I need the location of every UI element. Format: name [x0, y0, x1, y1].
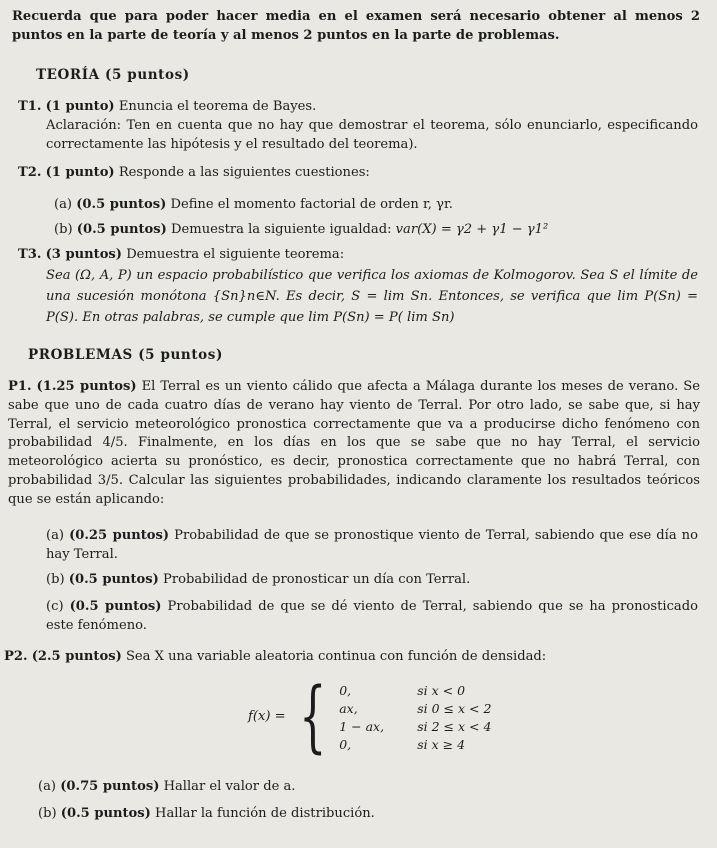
- t1-text: Enuncia el teorema de Bayes.: [118, 99, 317, 114]
- t2-item-a: [54, 196, 694, 215]
- t2-points: (1 punto): [45, 165, 115, 180]
- density-function: [248, 672, 527, 762]
- case-condition: si x ≥ 4: [417, 736, 466, 752]
- case-condition: si 2 ≤ x < 4: [417, 718, 492, 734]
- t2b-points: (0.5 puntos): [76, 222, 167, 237]
- p2b-points: (0.5 puntos): [60, 806, 151, 821]
- problem-p1: [8, 378, 700, 510]
- question-t1: [18, 98, 698, 117]
- case-expr: 0,: [339, 736, 352, 752]
- p1c-label: (c): [46, 599, 64, 614]
- p1a-text: Probabilidad de que se pronostique viento de Terral, sabiendo que ese día no hay Terral.: [46, 528, 698, 562]
- t2-text: Responde a las siguientes cuestiones:: [118, 165, 370, 180]
- problem-p2: [4, 648, 700, 667]
- p2b-label: (b): [38, 806, 57, 821]
- p1-item-a: [46, 527, 698, 565]
- p2-points: (2.5 puntos): [31, 649, 122, 664]
- p1-number: P1.: [8, 379, 32, 394]
- density-lhs: f(x) =: [248, 708, 286, 724]
- case-condition: si x < 0: [417, 682, 466, 698]
- left-brace-symbol: {: [298, 672, 327, 762]
- p1-item-b: [46, 571, 698, 590]
- p2-number: P2.: [4, 649, 28, 664]
- p2-item-a: [38, 778, 698, 797]
- p2b-text: Hallar la función de distribución.: [155, 806, 375, 821]
- t1-number: T1.: [18, 99, 42, 114]
- p1-item-c: [46, 598, 698, 636]
- t3-points: (3 puntos): [45, 247, 123, 262]
- p1b-text: Probabilidad de pronosticar un día con Terral.: [163, 572, 471, 587]
- t1-note: Aclaración: Ten en cuenta que no hay que demostrar el teorema, sólo enunciarlo, especificando correctamente las hipótesis y el resultado del teorema).: [46, 118, 698, 152]
- p1-text: El Terral es un viento cálido que afecta a Málaga durante los meses de verano. Se sabe que uno de cada cuatro días de verano hay viento de Terral. Por otro lado, se sabe que, si hay Terral, el servicio meteorológico pronostica correctamente que va a producirse dicho fenómeno con probabilidad 4/5. Finalmente, en los días en los que se sabe que no hay Terral, el servicio meteorológico acierta su pronóstico, es decir, pronostica correctamente que no habrá Terral, con probabilidad 3/5. Calcular las siguientes probabilidades, indicando claramente los resultados teóricos que se están aplicando:: [8, 379, 700, 507]
- case-expr: 0,: [339, 682, 352, 698]
- t2a-label: (a): [54, 197, 73, 212]
- theory-heading: TEORÍA (5 puntos): [36, 67, 190, 83]
- t2b-label: (b): [54, 222, 73, 237]
- p1a-label: (a): [46, 528, 65, 543]
- question-t2: [18, 164, 698, 183]
- problems-heading: PROBLEMAS (5 puntos): [28, 347, 223, 363]
- density-cases: [339, 682, 527, 753]
- t2a-points: (0.5 puntos): [76, 197, 167, 212]
- t2-item-b: [54, 221, 694, 240]
- t3-text: Demuestra el siguiente teorema:: [126, 247, 345, 262]
- question-t3: [18, 246, 698, 265]
- t3-number: T3.: [18, 247, 42, 262]
- t2b-formula: var(X) = γ2 + γ1 − γ1²: [395, 222, 549, 237]
- t3-theorem-statement: Sea (Ω, A, P) un espacio probabilístico que verifica los axiomas de Kolmogorov. Sea S el límite de una sucesión monótona {Sn}n∈N. Es decir, S = lim Sn. Entonces, se verifica que lim P(Sn) = P(S). En otras palabras, se cumple que lim P(Sn) = P( lim Sn): [46, 268, 698, 325]
- t1-points: (1 punto): [45, 99, 115, 114]
- t2b-text: Demuestra la siguiente igualdad:: [171, 222, 392, 237]
- p1b-points: (0.5 puntos): [68, 572, 159, 587]
- case-condition: si 0 ≤ x < 2: [417, 700, 492, 716]
- p2-text: Sea X una variable aleatoria continua con función de densidad:: [125, 649, 547, 664]
- case-expr: 1 − ax,: [339, 718, 385, 734]
- p2a-label: (a): [38, 779, 57, 794]
- p2a-points: (0.75 puntos): [60, 779, 160, 794]
- p2-item-b: [38, 805, 698, 824]
- p1b-label: (b): [46, 572, 65, 587]
- p1a-points: (0.25 puntos): [69, 528, 170, 543]
- intro-note: Recuerda que para poder hacer media en el examen será necesario obtener al menos 2 puntos en la parte de teoría y al menos 2 puntos en la parte de problemas.: [12, 9, 700, 43]
- p1-points: (1.25 puntos): [36, 379, 137, 394]
- p1c-text: Probabilidad de que se dé viento de Terral, sabiendo que se ha pronosticado este fenómeno.: [46, 599, 698, 633]
- p1c-points: (0.5 puntos): [69, 599, 162, 614]
- case-expr: ax,: [339, 700, 358, 716]
- t2-number: T2.: [18, 165, 42, 180]
- p2a-text: Hallar el valor de a.: [163, 779, 296, 794]
- t2a-text: Define el momento factorial de orden r, γr.: [170, 197, 453, 212]
